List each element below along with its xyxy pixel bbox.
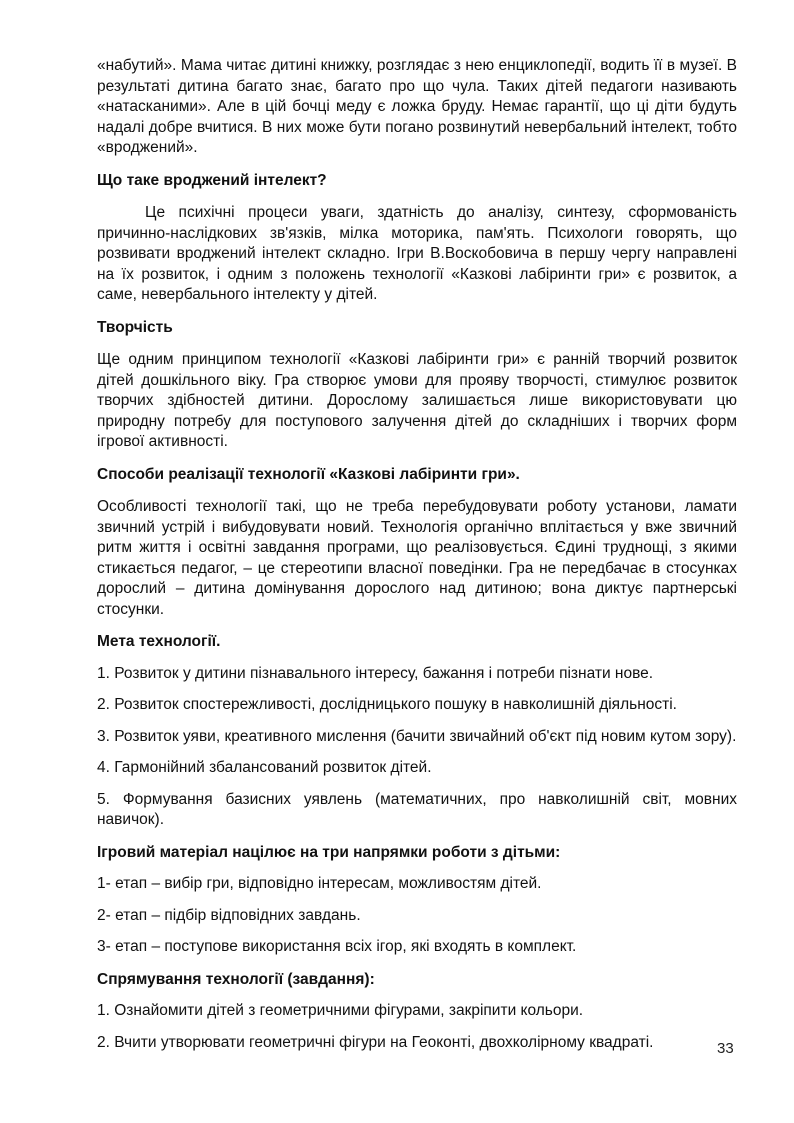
document-page (97, 56, 737, 1053)
goal-item-4: 4. Гармонійний збалансований розвиток дітей. (97, 759, 432, 776)
stage-item-2: 2- етап – підбір відповідних завдань. (97, 906, 361, 924)
goal-item-3: 3. Розвиток уяви, креативного мислення (бачити звичайний об'єкт під новим кутом зору). (97, 727, 737, 745)
creativity-paragraph: Ще одним принципом технології «Казкові лабіринти гри» є ранній творчий розвиток дітей дошкільного віку. Гра створює умови для прояву творчості, стимулює розвиток творчих здібностей дитини. Дорослому залишається лише використовувати цю природну потребу для поступового залучення дітей до складніших і творчих форм ігрової активності. (97, 351, 737, 450)
tasks-heading: Спрямування технології (завдання): (97, 970, 375, 988)
goal-item-1: 1. Розвиток у дитини пізнавального інтересу, бажання і потреби пізнати нове. (97, 664, 654, 682)
stage-item-3: 3- етап – поступове використання всіх ігор, які входять в комплект. (97, 938, 577, 955)
innate-intellect-paragraph: Це психічні процеси уваги, здатність до аналізу, синтезу, сформованість причинно-наслідкових зв'язків, мілка моторика, пам'ять. Психологи говорять, що розвивати вроджений інтелект складно. Ігри В.Воскобовича в першу чергу направлені на їх розвиток, і одним з положень технології «Казкові лабіринти гри» є розвиток, а саме, невербального інтелекту у дітей. (97, 204, 737, 303)
task-item-1: 1. Ознайомити дітей з геометричними фігурами, закріпити кольори. (97, 1002, 584, 1019)
creativity-heading: Творчість (97, 318, 173, 336)
stage-item-1: 1- етап – вибір гри, відповідно інтересам, можливостям дітей. (97, 875, 542, 892)
goal-heading: Мета технології. (97, 633, 221, 650)
material-heading: Ігровий матеріал націлює на три напрямки роботи з дітьми: (97, 843, 561, 861)
page-number: 33 (717, 1040, 734, 1057)
intro-paragraph: «набутий». Мама читає дитині книжку, розглядає з нею енциклопедії, водить її в музеї. В результаті дитина багато знає, багато про що чула. Таких дітей педагоги називають «натасканими». Але в цій бочці меду є ложка бруду. Немає гарантії, що ці діти будуть надалі добре вчитися. В них може бути погано розвинутий невербальний інтелект, тобто «вроджений». (97, 57, 737, 156)
methods-paragraph: Особливості технології такі, що не треба перебудовувати роботу установи, ламати звичний устрій і вибудовувати новий. Технологія органічно вплітається у вже звичний ритм життя і освітні завдання програми, що реалізовується. Єдині труднощі, з якими стикається педагог, – це стереотипи власної поведінки. Гра не передбачає в стосунках дорослий – дитина домінування дорослого над дитиною; вона диктує партнерські стосунки. (97, 498, 737, 618)
methods-heading: Способи реалізації технології «Казкові лабіринти гри». (97, 465, 520, 483)
goal-item-5: 5. Формування базисних уявлень (математичних, про навколишній світ, мовних навичок). (97, 790, 737, 828)
task-item-2: 2. Вчити утворювати геометричні фігури на Геоконті, двохколірному квадраті. (97, 1033, 654, 1051)
innate-intellect-heading: Що таке вроджений інтелект? (97, 171, 327, 189)
goal-item-2: 2. Розвиток спостережливості, дослідницького пошуку в навколишній діяльності. (97, 696, 677, 713)
